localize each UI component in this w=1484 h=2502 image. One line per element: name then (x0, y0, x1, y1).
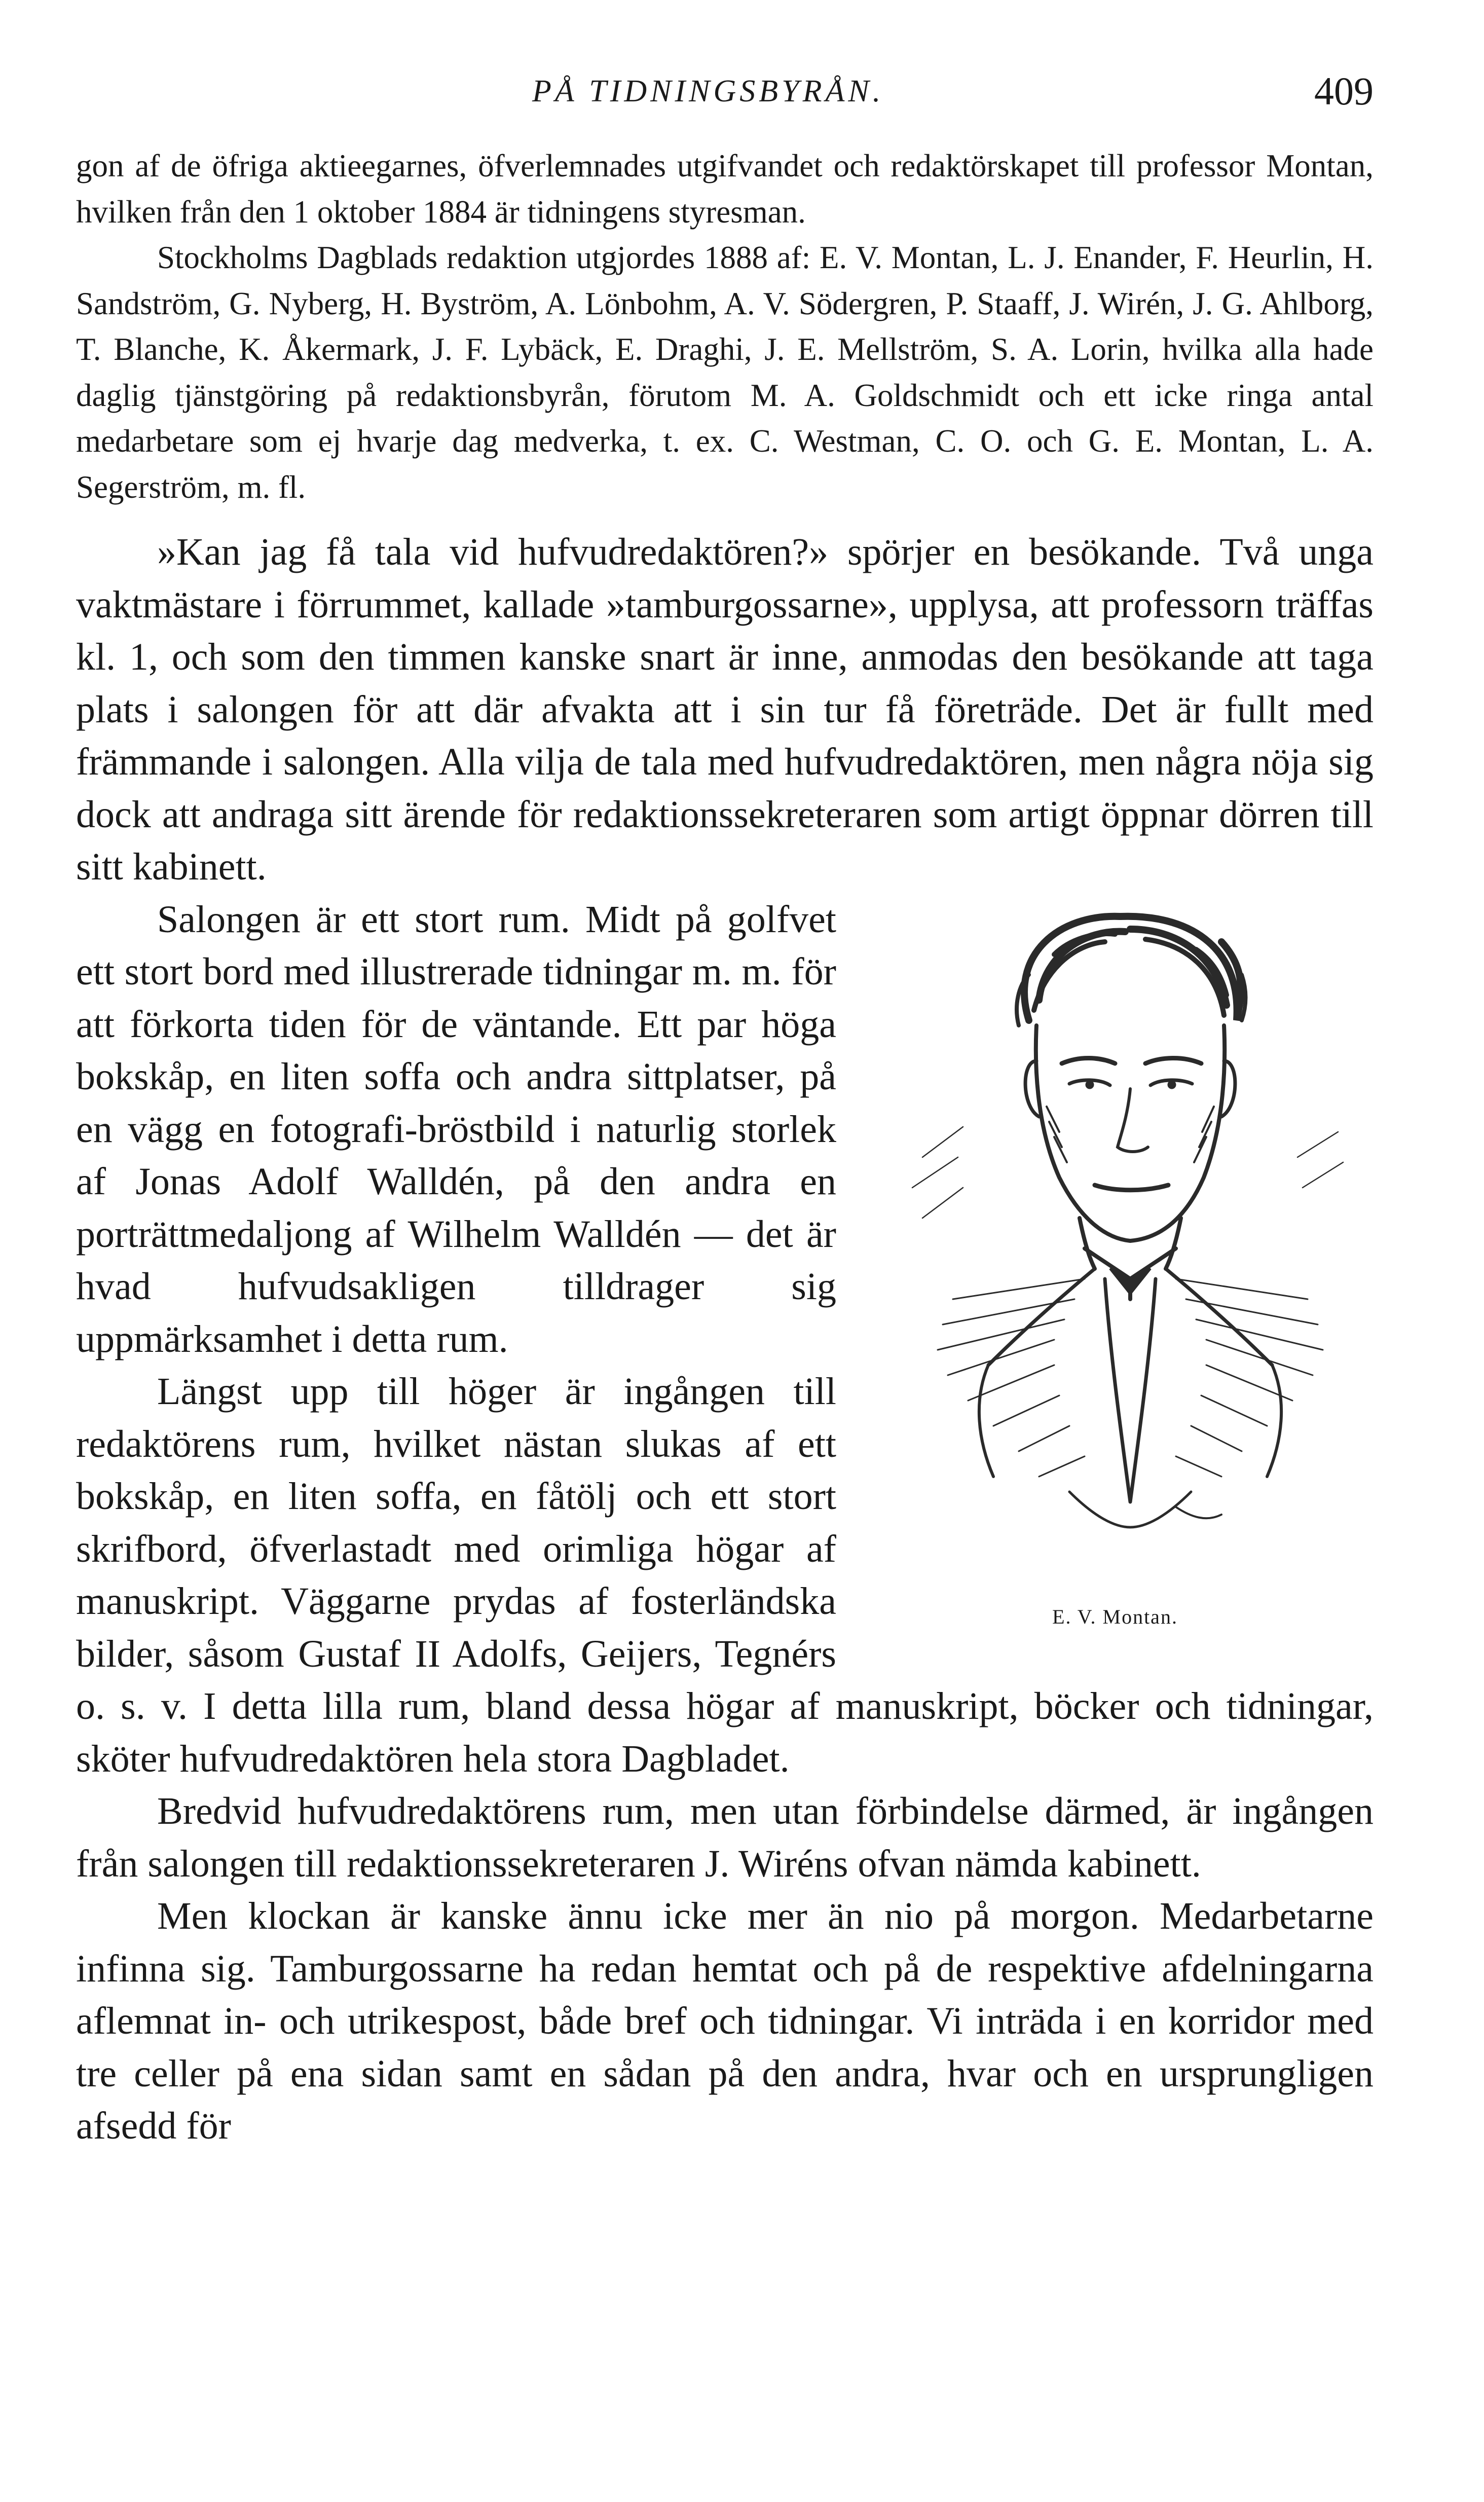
paragraph: gon af de öfriga aktieegarnes, öfverlemnades utgifvandet och redaktörskapet till professor Montan, hvilken från den 1 oktober 1884 är tidningens styresman. (76, 148, 1374, 230)
running-title: PÅ TIDNINGSBYRÅN. (532, 74, 884, 108)
paragraph: Längst upp till höger är ingången till redaktörens rum, hvilket nästan slukas af ett bokskåp, en liten soffa, en fåtölj och ett stort skrifbord, öfverlastadt med orimliga högar af manuskript. Väggarne prydas af fosterländska bilder, såsom Gustaf II Adolfs, Geijers, Tegnérs o. s. v. I detta lilla rum, bland dessa högar af manuskript, böcker och tidningar, sköter hufvudredaktören hela stora Dagbladet. (76, 1370, 1374, 1780)
jacket (988, 1269, 1272, 1502)
page-header (76, 68, 1374, 124)
page-number: 409 (1314, 69, 1374, 113)
paragraph: Men klockan är kanske ännu icke mer än nio på morgon. Medarbetarne infinna sig. Tamburgossarne ha redan hemtat och på de respektive afdelningarna aflemnat in- och utrikespost, både bref och tidningar. Vi inträda i en korridor med tre celler på ena sidan samt en sådan på den andra, hvar och en ursprungligen afsedd för (76, 1895, 1374, 2147)
portrait-engraving-icon (892, 894, 1348, 1568)
small-print-section (76, 143, 1374, 510)
paragraph: »Kan jag få tala vid hufvudredaktören?» spörjer en besökande. Två unga vaktmästare i förrummet, kallade »tamburgossarne», upplysa, att professorn träffas kl. 1, och som den timmen kanske snart är inne, anmodas den besökande att taga plats i salongen för att där afvakta att i sin tur få företräde. Det är fullt med främmande i salongen. Alla vilja de tala med hufvudredaktören, men några nöja sig dock att andraga sitt ärende för redaktionssekreteraren som artigt öppnar dörren till sitt kabinett. (76, 531, 1374, 888)
main-text (76, 526, 1374, 2153)
face (1036, 1025, 1225, 1241)
paragraph: Bredvid hufvudredaktörens rum, men utan förbindelse därmed, är ingången från salongen till redaktionssekreteraren J. Wiréns ofvan nämda kabinett. (76, 1790, 1374, 1885)
figure-caption: E. V. Montan. (1052, 1605, 1178, 1628)
paragraph: Stockholms Dagblads redaktion utgjordes 1888 af: E. V. Montan, L. J. Enander, F. Heurlin, H. Sandström, G. Nyberg, H. Byström, A. Lönbohm, A. V. Södergren, P. Staaff, J. Wirén, J. G. Ahlborg, T. Blanche, K. Åkermark, J. F. Lybäck, E. Draghi, J. E. Mellström, S. A. Lorin, hvilka alla hade daglig tjänstgöring på redaktionsbyrån, förutom M. A. Goldschmidt och ett icke ringa antal medarbetare som ej hvarje dag medverka, t. ex. C. Westman, C. O. och G. E. Montan, L. A. Segerström, m. fl. (76, 240, 1374, 505)
cravat (1110, 1269, 1151, 1294)
portrait-figure (857, 894, 1374, 1662)
paragraph: Salongen är ett stort rum. Midt på golfvet ett stort bord med illustrerade tidningar m. m. för att förkorta tiden för de väntande. Ett par höga bokskåp, en liten soffa och andra sittplatser, på en vägg en fotografi-bröstbild i naturlig storlek af Jonas Adolf Walldén, på den andra en porträttmedaljong af Wilhelm Walldén — det är hvad hufvudsakligen tilldrager sig uppmärksamhet i detta rum. (76, 898, 836, 1360)
